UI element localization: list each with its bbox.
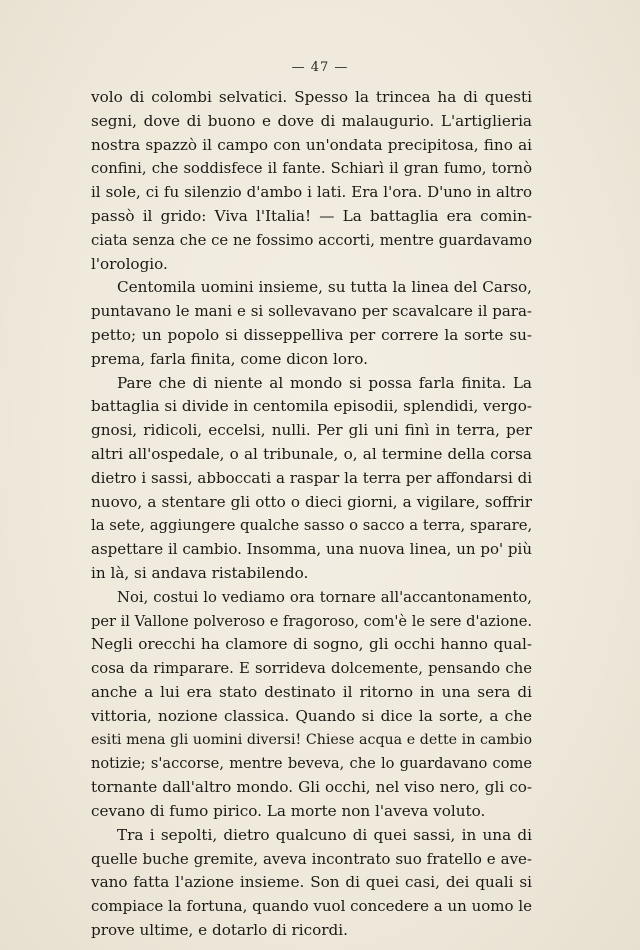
text-line: notizie; s'accorse, mentre beveva, che lo guardavano come [91,755,532,773]
paragraph-3 [91,372,532,586]
text-line: compiace la fortuna, quando vuol concedere a un uomo le [91,897,532,916]
text-line: ciata senza che ce ne fossimo accorti, mentre guardavamo [91,231,532,249]
text-line: cevano di fumo pirico. La morte non l'aveva voluto. [91,801,486,820]
text-line: l'orologio. [91,254,168,273]
paragraph-5 [91,824,532,943]
text-line: anche a lui era stato destinato il ritorno in una sera di [91,682,532,701]
paragraph-1 [91,86,532,276]
text-line: Noi, costui lo vediamo ora tornare all'accantonamento, [117,588,532,606]
text-line: quelle buche gremite, aveva incontrato suo fratello e ave- [91,849,532,868]
text-line: confini, che soddisfece il fante. Schiarì il gran fumo, tornò [91,160,532,178]
body-text [91,86,532,943]
paragraph-4 [91,586,532,824]
text-line: volo di colombi selvatici. Spesso la trincea ha di questi [91,88,532,106]
text-line: prove ultime, e dotarlo di ricordi. [91,920,348,939]
text-line: nuovo, a stentare gli otto o dieci giorni, a vigilare, soffrir [91,492,532,511]
text-line: Tra i sepolti, dietro qualcuno di quei sassi, in una di [117,825,532,844]
text-line: prema, farla finita, come dicon loro. [91,349,369,368]
text-line: gnosi, ridicoli, eccelsi, nulli. Per gli uni finì in terra, per [91,421,532,440]
text-line: per il Vallone polveroso e fragoroso, com'è le sere d'azione. [91,612,532,630]
text-line: petto; un popolo si disseppelliva per correre la sorte su- [91,325,532,344]
text-line: la sete, aggiungere qualche sasso o sacco a terra, sparare, [91,517,533,535]
text-line: Centomila uomini insieme, su tutta la linea del Carso, [117,278,532,297]
text-line: segni, dove di buono e dove di malaugurio. L'artiglieria [91,111,532,130]
text-line: cosa da rimparare. E sorrideva dolcemente, pensando che [91,660,532,678]
text-line: vittoria, nozione classica. Quando si dice la sorte, a che [91,706,532,725]
paragraph-2 [91,276,532,371]
text-line: passò il grido: Viva l'Italia! — La battaglia era comin- [91,206,532,225]
text-line: altri all'ospedale, o al tribunale, o, al termine della corsa [91,444,532,463]
text-line: il sole, ci fu silenzio d'ambo i lati. Era l'ora. D'uno in altro [91,183,532,202]
text-line: esiti mena gli uomini diversi! Chiese acqua e dette in cambio [91,731,532,748]
text-line: tornante dall'altro mondo. Gli occhi, nel viso nero, gli co- [91,778,532,797]
text-line: aspettare il cambio. Insomma, una nuova linea, un po' più [91,540,532,559]
text-line: dietro i sassi, abboccati a raspar la terra per affondarsi di [91,468,532,487]
text-line: vano fatta l'azione insieme. Son di quei casi, dei quali si [91,873,532,892]
text-line: Negli orecchi ha clamore di sogno, gli occhi hanno qual- [91,635,532,654]
text-line: Pare che di niente al mondo si possa farla finita. La [117,373,532,392]
text-line: in là, si andava ristabilendo. [91,563,309,582]
page-number: — 47 — [291,60,349,75]
text-line: battaglia si divide in centomila episodii, splendidi, vergo- [91,397,532,416]
text-line: nostra spazzò il campo con un'ondata precipitosa, fino ai [91,135,532,154]
text-line: puntavano le mani e si sollevavano per scavalcare il para- [91,302,532,321]
